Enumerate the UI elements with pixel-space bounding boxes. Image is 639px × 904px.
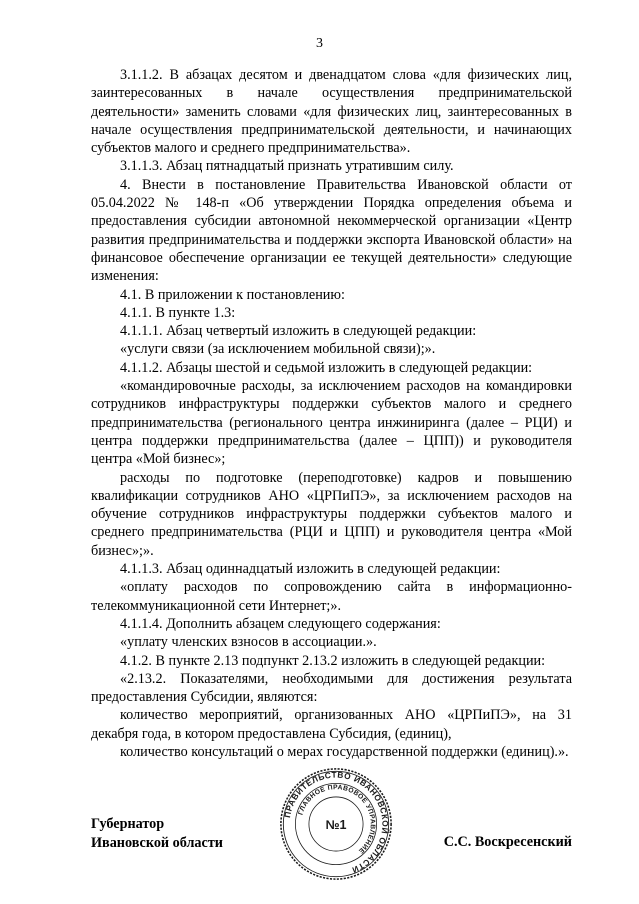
paragraph: «2.13.2. Показателями, необходимыми для достижения результата предоставления Субсидии, являются:	[91, 670, 572, 706]
paragraph: количество консультаций о мерах государственной поддержки (единиц).».	[120, 743, 569, 760]
paragraph: 3.1.1.2. В абзацах десятом и двенадцатом слова «для физических лиц, заинтересованных в начале осуществления предпринимательской деятельности» заменить словами «для физических лиц, заинтересованных в начале осуществления предпринимательской деятельности, и начинающих субъектов малого и среднего предпринимательства».	[91, 67, 572, 157]
paragraph: 4. Внести в постановление Правительства Ивановской области от 05.04.2022 № 148-п «Об утверждении Порядка определения объема и предоставления субсидии автономной некоммерческой организации «Центр развития предпринимательства и поддержки экспорта Ивановской области» на финансовое обеспечение организации ее текущей деятельности» следующие изменения:	[91, 176, 572, 285]
paragraph: расходы по подготовке (переподготовке) кадров и повышению квалификации сотрудников АНО «ЦРПиПЭ», за исключением расходов на обучение сотрудников инфраструктуры поддержки субъектов малого и среднего предпринимательства (РЦИ и ЦПП) и руководителя центра «Мой бизнес»;».	[91, 469, 572, 559]
paragraph: «командировочные расходы, за исключением расходов на командировки сотрудников инфраструктуры поддержки субъектов малого и среднего предпринимательства (регионального центра инжиниринга (далее – РЦИ) и центра поддержки предпринимательства (далее – ЦПП)) и руководителя центра «Мой бизнес»;	[91, 378, 572, 468]
seal-outer-text: ПРАВИТЕЛЬСТВО ИВАНОВСКОЙ ОБЛАСТИ	[282, 769, 391, 876]
paragraph: 4.1.2. В пункте 2.13 подпункт 2.13.2 изложить в следующей редакции:	[120, 652, 546, 669]
page-number: 3	[316, 36, 323, 51]
signatory-title	[91, 815, 223, 853]
paragraph: «уплату членских взносов в ассоциации.».	[120, 634, 377, 651]
paragraph: 3.1.1.3. Абзац пятнадцатый признать утратившим силу.	[120, 158, 454, 175]
document-body	[91, 66, 572, 761]
paragraph: 4.1.1. В пункте 1.3:	[120, 304, 236, 321]
seal-number: №1	[325, 817, 347, 832]
seal-inner-text: ГЛАВНОЕ ПРАВОВОЕ УПРАВЛЕНИЕ	[297, 784, 376, 855]
paragraph: «оплату расходов по сопровождению сайта в информационно-телекоммуникационной сети Интернет;».	[91, 579, 572, 614]
paragraph: «услуги связи (за исключением мобильной связи);».	[120, 341, 436, 358]
paragraph: 4.1. В приложении к постановлению:	[120, 286, 345, 303]
signatory-name: С.С. Воскресенский	[443, 834, 572, 850]
paragraph: 4.1.1.1. Абзац четвертый изложить в следующей редакции:	[120, 323, 477, 340]
official-seal-stamp	[278, 766, 394, 882]
paragraph: 4.1.1.3. Абзац одиннадцатый изложить в следующей редакции:	[120, 561, 501, 578]
paragraph: 4.1.1.2. Абзацы шестой и седьмой изложить в следующей редакции:	[120, 359, 533, 376]
paragraph: 4.1.1.4. Дополнить абзацем следующего содержания:	[120, 615, 441, 632]
signatory-title-line1: Губернатор	[91, 816, 165, 832]
signatory-title-line2: Ивановской области	[91, 835, 223, 851]
paragraph: количество мероприятий, организованных АНО «ЦРПиПЭ», на 31 декабря года, в котором предоставлена Субсидия, (единиц),	[91, 707, 572, 742]
